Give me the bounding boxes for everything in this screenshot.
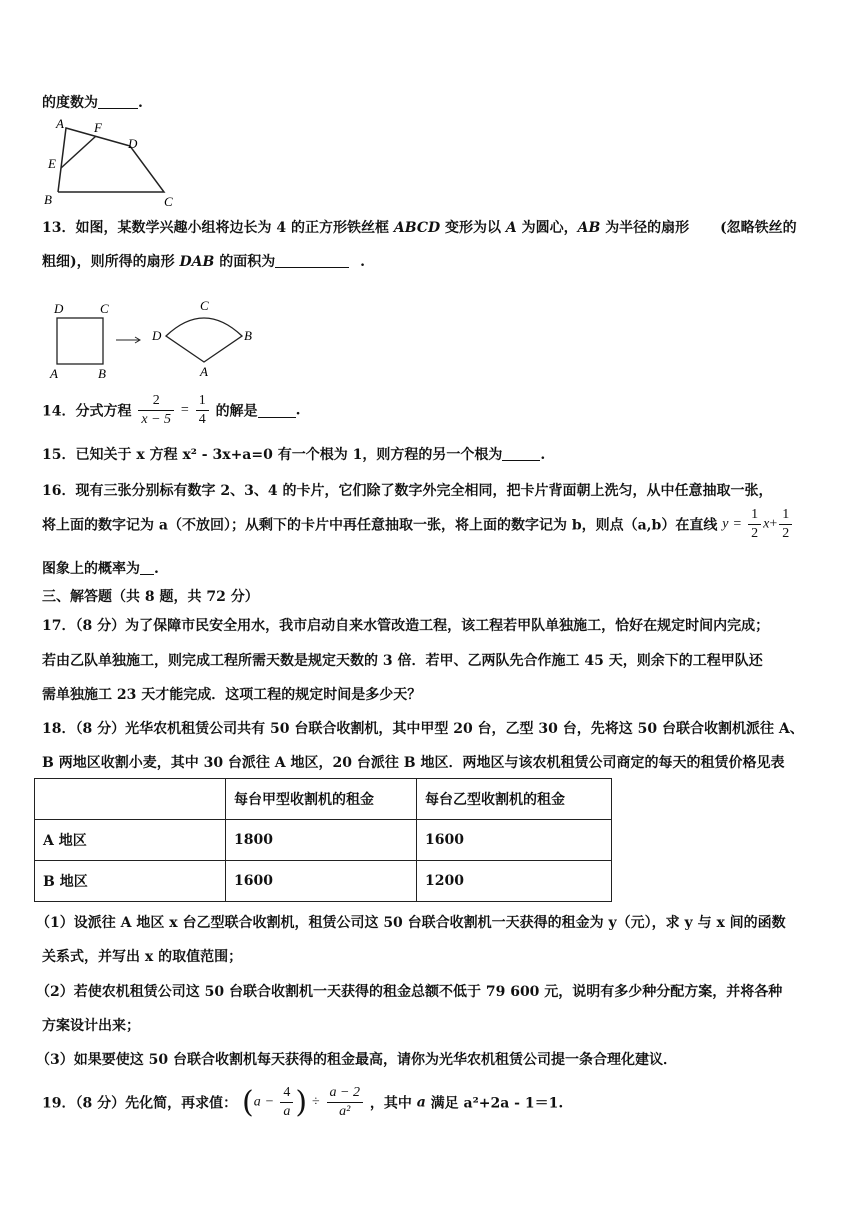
q17-line3: 需单独施工 23 天才能完成．这项工程的规定时间是多少天？	[42, 687, 422, 703]
q16-fraction-slope: $\frac{1}{2}$	[748, 506, 761, 543]
table-row	[35, 861, 612, 902]
q13-figure	[42, 296, 272, 384]
q13-sector-label-c: C	[200, 298, 209, 313]
q19-line: 19．（8 分）先化简，再求值： (a − $\frac{4}{a}$ ) ÷ $\frac{a - 2}{\text{a²}}$ ，其中 a 满足 a²+2a - 1＝1.	[42, 1085, 564, 1120]
table-cell: 1600	[417, 820, 612, 861]
q12-label-f: F	[94, 120, 102, 135]
q14-line: 14．分式方程 $\frac{2}{x - 5}$ = $\frac{1}{4}$ 的解是 .	[42, 393, 301, 427]
q16-fraction-intercept: $\frac{1}{2}$	[779, 506, 792, 543]
q13-sector-label-a: A	[200, 364, 208, 379]
q13-answer-blank[interactable]	[275, 253, 349, 268]
table-header-cell	[35, 779, 226, 820]
q18-line1: 18．（8 分）光华农机租赁公司共有 50 台联合收割机，其中甲型 20 台，乙型 30 台，先将这 50 台联合收割机派往 A、	[42, 721, 804, 737]
q13-square-label-c: C	[100, 301, 109, 316]
table-cell: 1600	[226, 861, 417, 902]
q18-line2: B 两地区收割小麦，其中 30 台派往 A 地区，20 台派往 B 地区．两地区与该农机租赁公司商定的每天的租赁价格见表	[42, 755, 785, 771]
q17-line2: 若由乙队单独施工，则完成工程所需天数是规定天数的 3 倍．若甲、乙两队先合作施工 45 天，则余下的工程甲队还	[42, 653, 763, 669]
q18-part2-line1: （2）若使农机租赁公司这 50 台联合收割机一天获得的租金总额不低于 79 600 元，说明有多少种分配方案，并将各种	[36, 984, 783, 1000]
table-cell: 1200	[417, 861, 612, 902]
q12-answer-blank[interactable]	[98, 94, 138, 109]
q14-fraction-left: $\frac{2}{x - 5}$	[138, 392, 174, 429]
q18-rent-table	[34, 778, 612, 902]
q12-label-a: A	[56, 116, 64, 131]
section3-title: 三、解答题（共 8 题，共 72 分）	[42, 589, 259, 605]
q13-sector	[166, 318, 242, 362]
table-cell: B 地区	[35, 861, 226, 902]
q12-text: 的度数为	[42, 95, 98, 111]
q12-label-c: C	[164, 194, 173, 208]
q12-label-b: B	[44, 192, 52, 207]
q13-line1: 13．如图，某数学兴趣小组将边长为 4 的正方形铁丝框 ABCD 变形为以 A 为圆心，AB 为半径的扇形 (忽略铁丝的	[42, 220, 797, 236]
q12-label-d: D	[128, 136, 138, 151]
q13-square-label-d: D	[54, 301, 64, 316]
q15-line: 15．已知关于 x 方程 x² - 3x+a=0 有一个根为 1，则方程的另一个根为 .	[42, 447, 546, 463]
q14-fraction-right: $\frac{1}{4}$	[196, 392, 209, 429]
q12-label-e: E	[48, 156, 56, 171]
table-header-row	[35, 779, 612, 820]
q18-part1-line1: （1）设派往 A 地区 x 台乙型联合收割机，租赁公司这 50 台联合收割机一天获得的租金为 y（元），求 y 与 x 间的函数	[36, 915, 786, 931]
q15-answer-blank[interactable]	[502, 446, 540, 461]
q19-fraction-divisor: $\frac{a - 2}{\text{a²}}$	[327, 1084, 363, 1121]
q18-part3: （3）如果要使这 50 台联合收割机每天获得的租金最高，请你为光华农机租赁公司提一条合理化建议．	[36, 1052, 677, 1068]
q18-part1-line2: 关系式，并写出 x 的取值范围；	[42, 949, 243, 965]
q16-line1: 16．现有三张分别标有数字 2、3、4 的卡片，它们除了数字外完全相同，把卡片背面朝上洗匀，从中任意抽取一张，	[42, 483, 773, 499]
q19-fraction-inner: $\frac{4}{a}$	[280, 1084, 293, 1121]
q16-line3: 图象上的概率为 .	[42, 561, 159, 577]
q13-square	[57, 318, 103, 364]
q12-segment-ef	[61, 136, 96, 168]
table-header-cell: 每台甲型收割机的租金	[226, 779, 417, 820]
arrow-right-icon	[116, 337, 140, 343]
q13-square-label-b: B	[98, 366, 106, 381]
q13-sector-label-b: B	[244, 328, 252, 343]
table-header-cell: 每台乙型收割机的租金	[417, 779, 612, 820]
table-row	[35, 820, 612, 861]
q14-answer-blank[interactable]	[258, 403, 296, 418]
q12-tail: 的度数为 .	[42, 95, 143, 111]
q17-line1: 17．（8 分）为了保障市民安全用水，我市启动自来水管改造工程，该工程若甲队单独施工，恰好在规定时间内完成；	[42, 618, 770, 634]
q13-sector-label-d: D	[152, 328, 162, 343]
q12-outline	[58, 128, 164, 192]
q18-part2-line2: 方案设计出来；	[42, 1018, 140, 1034]
q13-square-label-a: A	[50, 366, 58, 381]
table-cell: 1800	[226, 820, 417, 861]
q13-line2: 粗细)，则所得的扇形 DAB 的面积为 .	[42, 254, 365, 270]
q12-quadrilateral-figure	[36, 116, 186, 208]
q16-answer-blank[interactable]	[140, 560, 154, 575]
q16-line2: 将上面的数字记为 a（不放回）；从剩下的卡片中再任意抽取一张，将上面的数字记为 b，则点（a,b）在直线 y = $\frac{1}{2}$ x+ $\frac{1}{2}$	[42, 506, 794, 543]
table-cell: A 地区	[35, 820, 226, 861]
